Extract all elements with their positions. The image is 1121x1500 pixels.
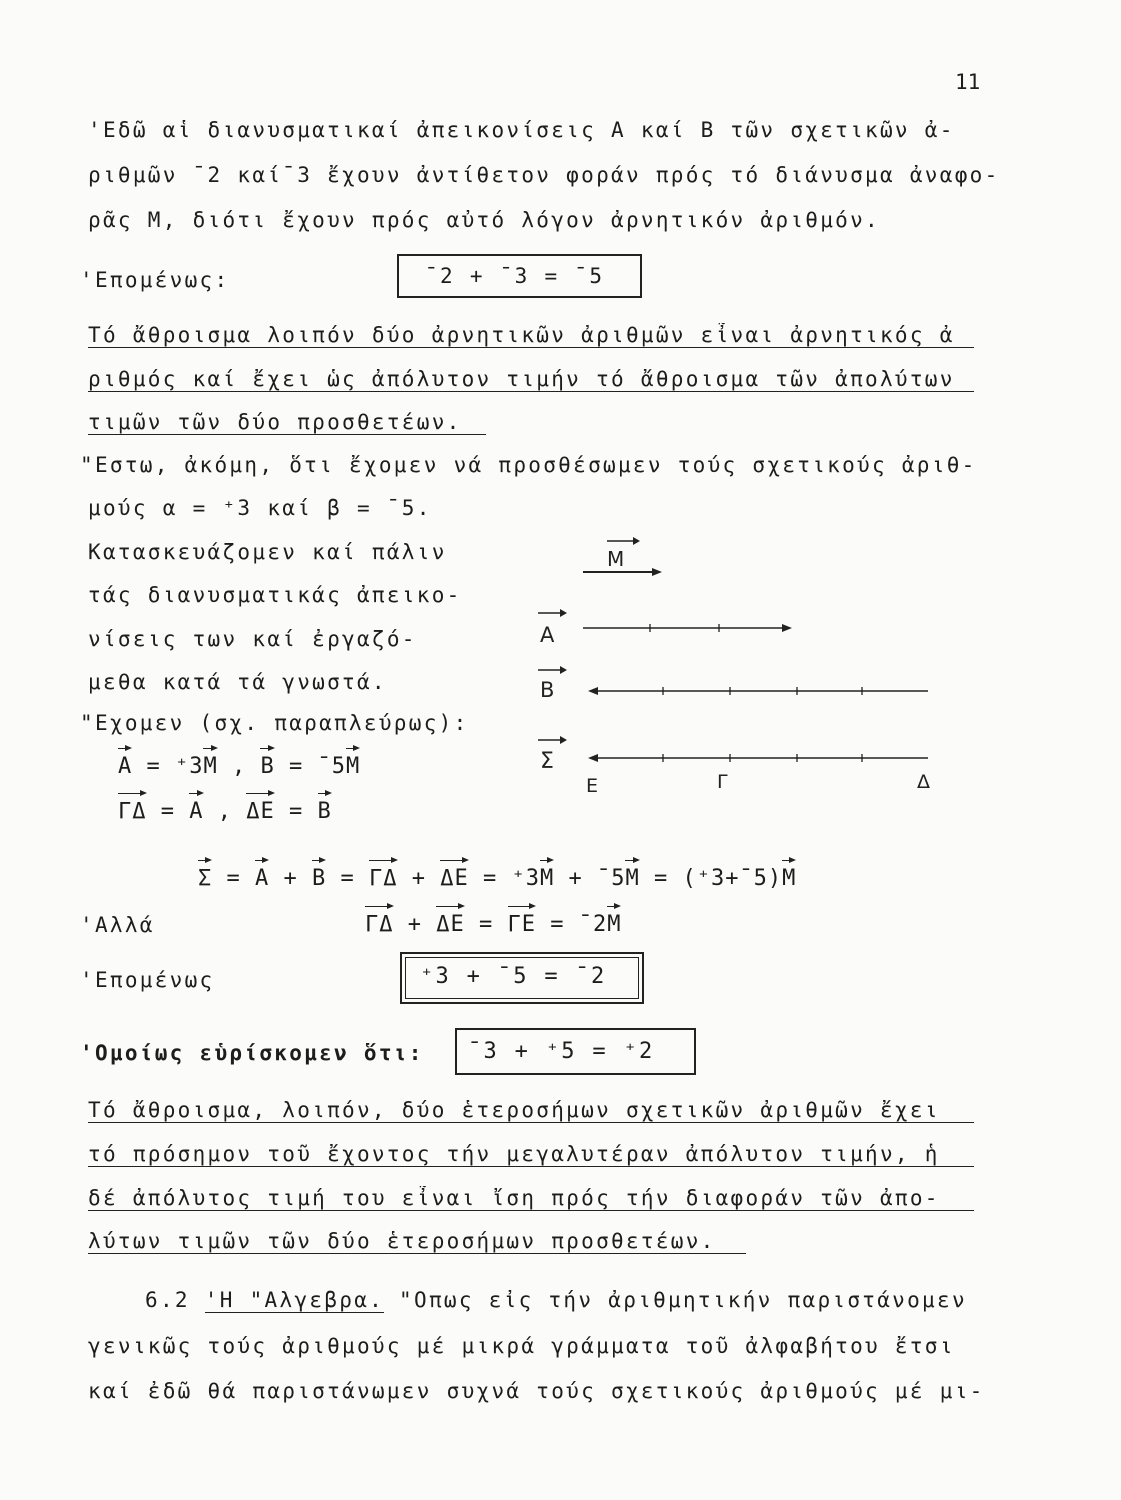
equation-formula: ¯3 + ⁺5 = ⁺2 <box>468 1039 655 1064</box>
vector-m: M <box>782 860 796 891</box>
rule-line: τιμῶν τῶν δύο προσθετέων. <box>88 410 486 435</box>
rule-line: δέ ἀπόλυτος τιμή του εἶναι ἴση πρός τήν διαφοράν τῶν ἀπο- <box>88 1186 974 1211</box>
point-g-label: Γ <box>717 771 728 793</box>
section-number: 6.2 <box>145 1288 205 1312</box>
vector-m: M <box>540 860 554 891</box>
equation-label: 'Επομένως: <box>80 268 230 292</box>
vector-sum-label: Σ <box>540 749 554 774</box>
sum-equation: Σ = A + B = ΓΔ + ΔE = ⁺3M + ¯5M = (⁺3+¯5)M <box>198 860 796 891</box>
vector-figure <box>520 530 960 800</box>
paragraph-line: "Εστω, ἀκόμη, ὅτι ἔχομεν νά προσθέσωμεν τούς σχετικούς ἀριθ- <box>80 453 977 477</box>
vector-sum: Σ <box>198 860 212 891</box>
vector-gd: ΓΔ <box>118 793 147 824</box>
vector-de: ΔE <box>436 906 465 937</box>
vector-m: M <box>346 748 360 779</box>
vector-de: ΔE <box>440 860 469 891</box>
vector-relation: A = ⁺3M , B = ¯5M <box>118 748 360 779</box>
vector-b: B <box>260 748 274 779</box>
equation-formula: ⁺3 + ¯5 = ¯2 <box>420 964 607 989</box>
vector-a: A <box>118 748 132 779</box>
paragraph-line: μούς α = ⁺3 καί β = ¯5. <box>88 496 432 520</box>
rule-line: ριθμός καί ἔχει ὡς ἀπόλυτον τιμήν τό ἄθροισμα τῶν ἀπολύτων <box>88 367 974 392</box>
vector-b: B <box>318 793 332 824</box>
section-title: 'Η "Αλγεβρα. <box>204 1288 385 1312</box>
rule-line: τό πρόσημον τοῦ ἔχοντος τήν μεγαλυτέραν ἀπόλυτον τιμήν, ἡ <box>88 1142 974 1167</box>
arrowhead <box>588 687 598 695</box>
arrowhead <box>633 537 640 545</box>
vector-m: M <box>203 748 217 779</box>
paragraph-line: γενικῶς τούς ἀριθμούς μέ μικρά γράμματα τοῦ ἀλφαβήτου ἔτσι <box>88 1334 955 1358</box>
rule-line: Τό ἄθροισμα λοιπόν δύο ἀρνητικῶν ἀριθμῶν εἶναι ἀρνητικός ἀ <box>88 323 974 348</box>
vector-m-label: M <box>607 547 625 571</box>
point-e-label: E <box>586 775 599 797</box>
vector-gd: ΓΔ <box>369 860 398 891</box>
arrowhead <box>652 568 662 576</box>
equation-label: 'Ομοίως εὑρίσκομεν ὅτι: <box>80 1041 424 1065</box>
point-d-label: Δ <box>917 771 930 793</box>
paragraph-line: καί ἐδῶ θά παριστάνωμεν συχνά τούς σχετικούς ἀριθμούς μέ μι- <box>88 1379 985 1403</box>
paragraph-line: "Εχομεν (σχ. παραπλεύρως): <box>80 711 469 735</box>
rule-line: λύτων τιμῶν τῶν δύο ἑτεροσήμων προσθετέων. <box>88 1229 746 1254</box>
paragraph-line: 'Εδῶ αἱ διανυσματικαί ἀπεικονίσεις Α καί Β τῶν σχετικῶν ἀ- <box>88 118 955 142</box>
vector-relation: ΓΔ = A , ΔE = B <box>118 793 332 824</box>
section-text: "Οπως εἰς τήν ἀριθμητικήν παριστάνομεν <box>384 1288 967 1312</box>
alla-equation: ΓΔ + ΔE = ΓE = ¯2M <box>365 906 621 937</box>
paragraph-line: ριθμῶν ¯2 καί¯3 ἔχουν ἀντίθετον φοράν πρός τό διάνυσμα ἀναφο- <box>88 163 1000 187</box>
vector-a: A <box>255 860 269 891</box>
alla-label: 'Αλλά <box>80 913 155 937</box>
vector-m: M <box>607 906 621 937</box>
arrowhead <box>560 736 567 744</box>
section-heading-line <box>145 1288 967 1312</box>
page-number: 11 <box>955 70 981 94</box>
vector-a: A <box>189 793 203 824</box>
arrowhead <box>782 624 792 632</box>
arrowhead <box>560 609 567 617</box>
arrowhead <box>588 754 598 762</box>
vector-m: M <box>625 860 639 891</box>
vector-b-label: B <box>540 678 555 702</box>
arrowhead <box>560 666 567 674</box>
vector-b: B <box>312 860 326 891</box>
equation-formula: ¯2 + ¯3 = ¯5 <box>425 264 605 288</box>
rule-line: Τό ἄθροισμα, λοιπόν, δύο ἑτεροσήμων σχετικῶν ἀριθμῶν ἔχει <box>88 1098 974 1123</box>
paragraph-line: μεθα κατά τά γνωστά. <box>88 670 387 694</box>
vector-a-label: A <box>540 623 555 647</box>
paragraph-line: νίσεις των καί ἐργαζό- <box>88 627 417 651</box>
vector-ge: ΓE <box>508 906 537 937</box>
vector-de: ΔE <box>246 793 275 824</box>
equation-label: 'Επομένως <box>80 968 215 992</box>
paragraph-line: τάς διανυσματικάς ἀπεικο- <box>88 583 462 607</box>
paragraph-line: ρᾶς M, διότι ἔχουν πρός αὐτό λόγον ἀρνητικόν ἀριθμόν. <box>88 208 880 232</box>
vector-gd: ΓΔ <box>365 906 394 937</box>
paragraph-line: Κατασκευάζομεν καί πάλιν <box>88 540 447 564</box>
